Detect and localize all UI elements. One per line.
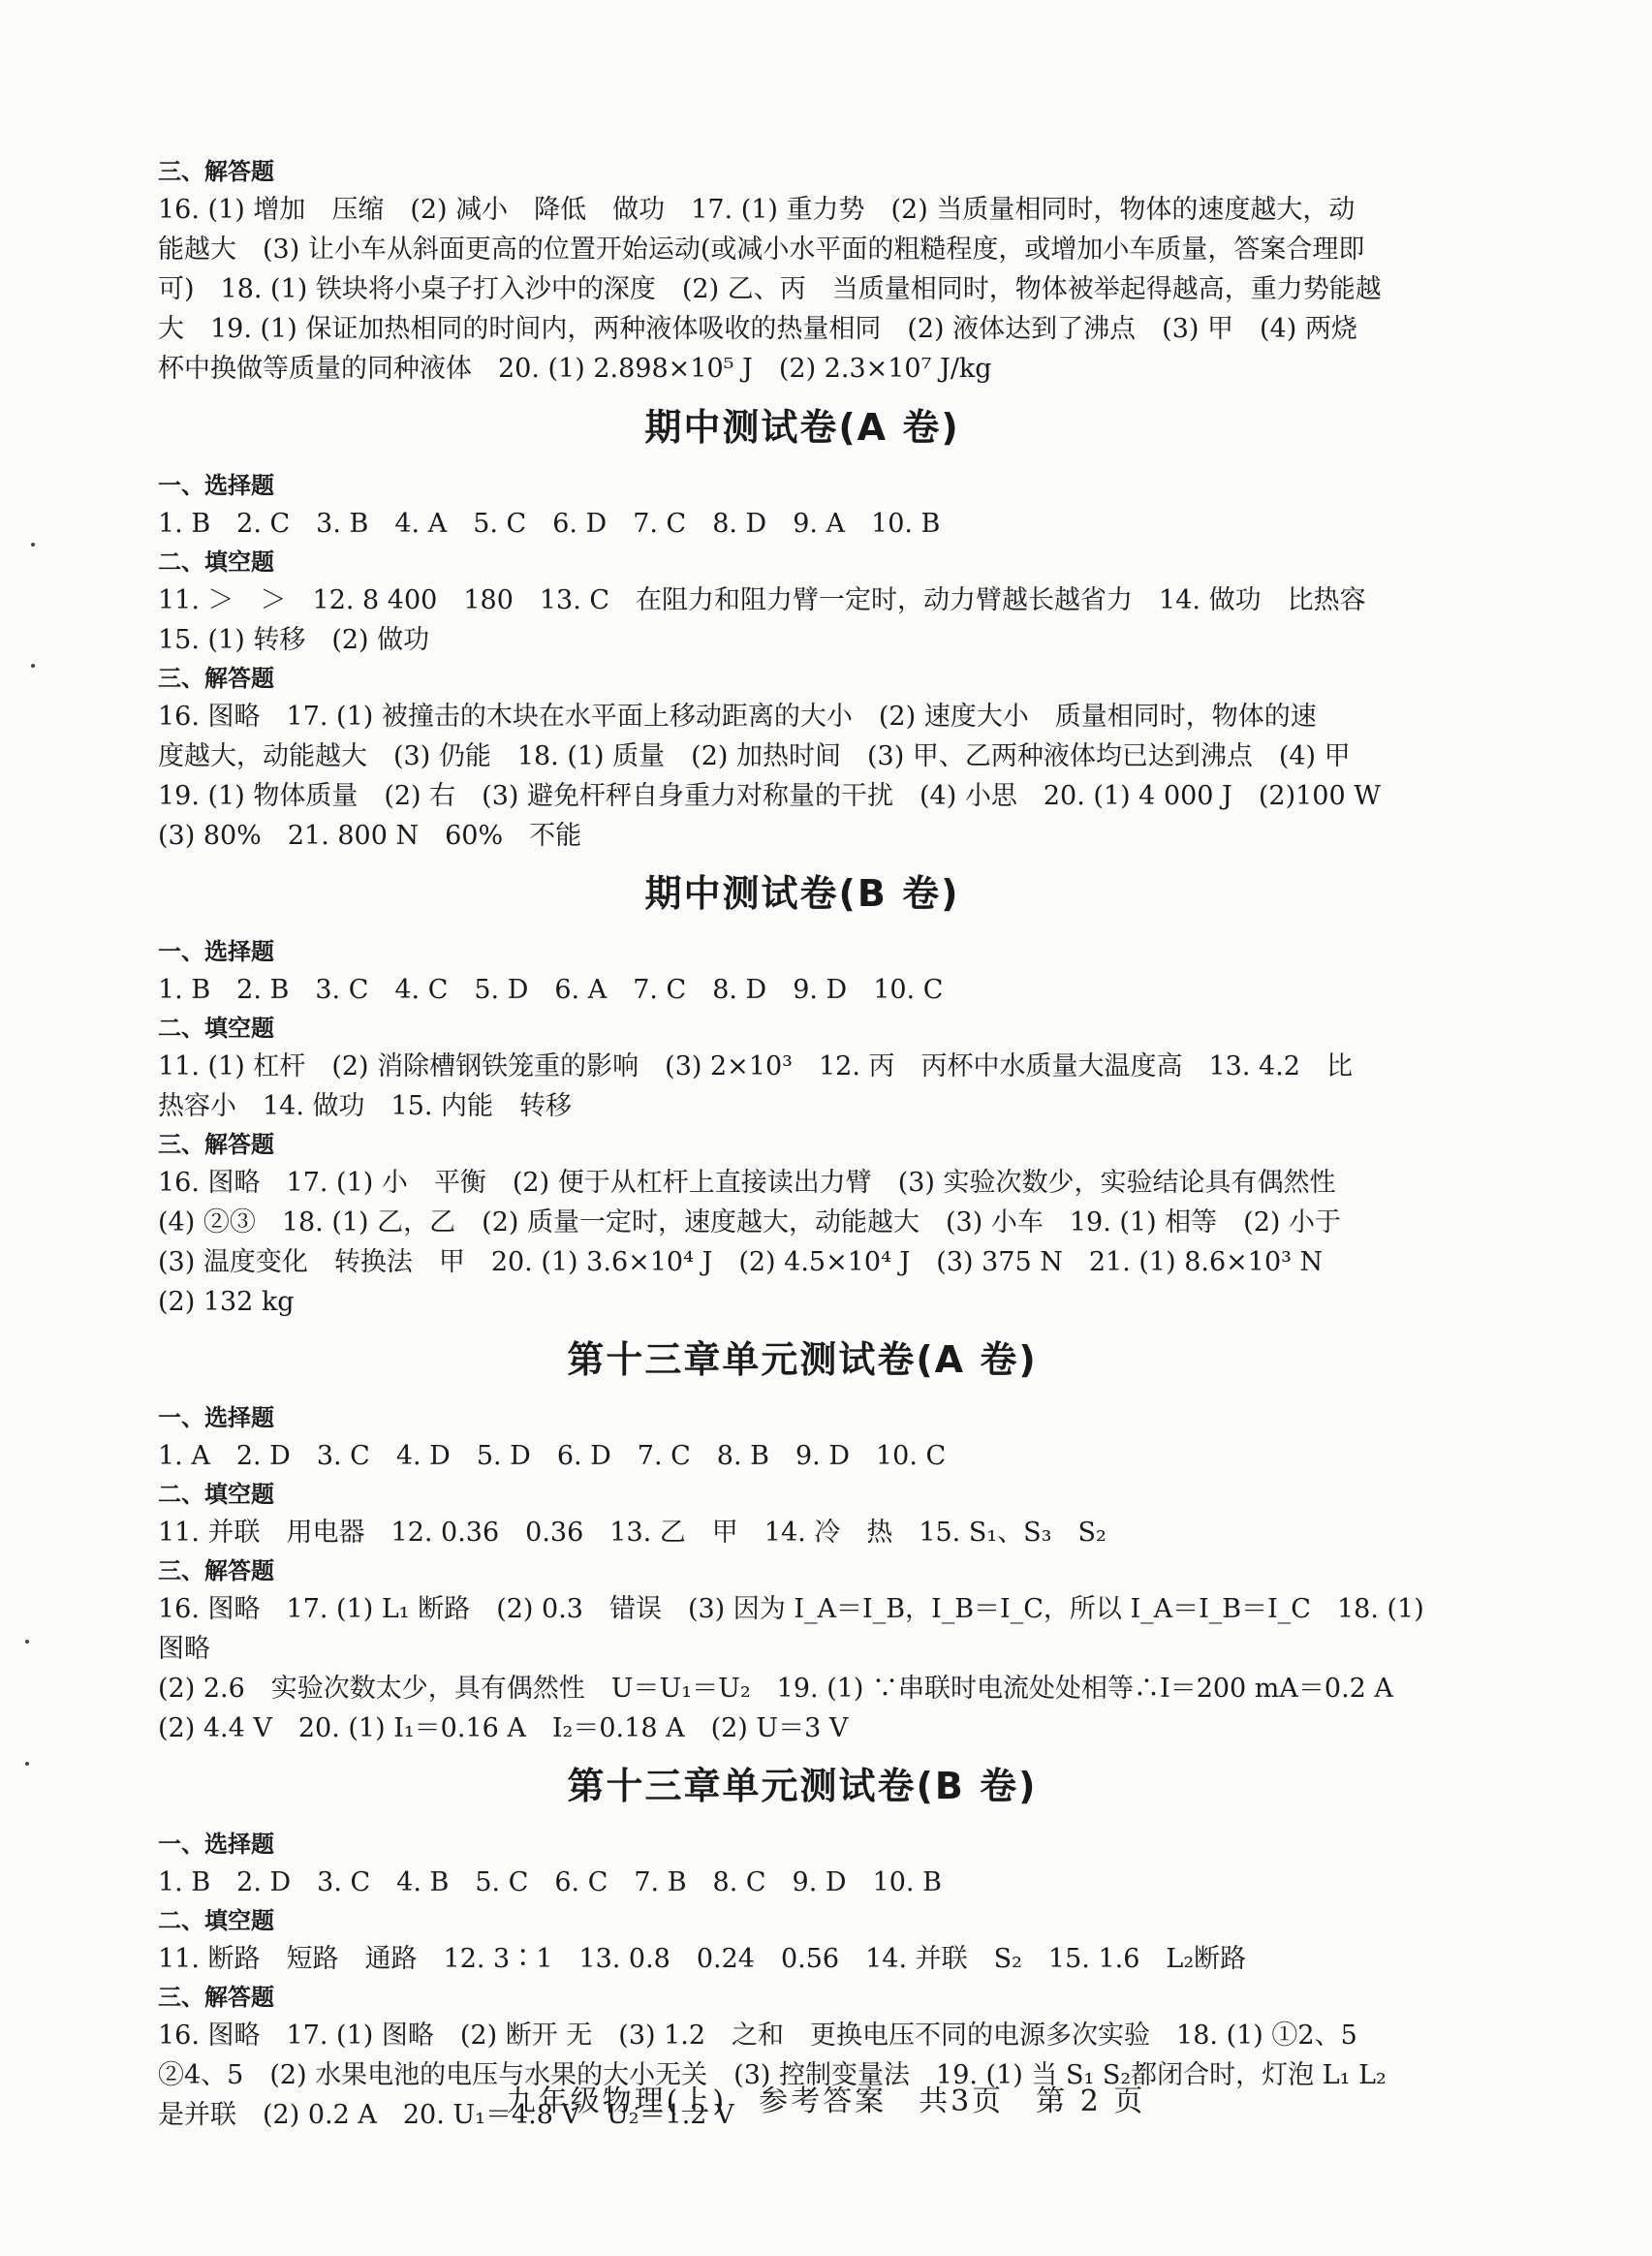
part-label: 三、解答题 [158, 665, 274, 692]
answer-line: (2) 4.4 V 20. (1) I₁＝0.16 A I₂＝0.18 A (2) U＝3 V [158, 1713, 849, 1743]
answer-line: ②4、5 (2) 水果电池的电压与水果的大小无关 (3) 控制变量法 19. (1) 当 S₁ S₂都闭合时，灯泡 L₁ L₂ [158, 2060, 1387, 2090]
answer-line: 能越大 (3) 让小车从斜面更高的位置开始运动(或减小水平面的粗糙程度，或增加小车质量，答案合理即 [158, 235, 1365, 265]
part-label: 一、选择题 [158, 938, 274, 965]
part-label: 三、解答题 [158, 1984, 274, 2011]
intro-section [158, 153, 1447, 389]
answer-line: (3) 温度变化 转换法 甲 20. (1) 3.6×10⁴ J (2) 4.5×10⁴ J (3) 375 N 21. (1) 8.6×10³ N [158, 1247, 1324, 1277]
part-label: 二、填空题 [158, 1481, 274, 1508]
section-title: 期中测试卷(A 卷) [644, 406, 960, 449]
answer-line: 11. 断路 短路 通路 12. 3∶1 13. 0.8 0.24 0.56 14. 并联 S₂ 15. 1.6 L₂断路 [158, 1944, 1247, 1974]
margin-dot [31, 543, 35, 547]
margin-dot [31, 664, 35, 668]
section-title: 第十三章单元测试卷(A 卷) [567, 1338, 1038, 1381]
margin-dot [25, 1762, 29, 1766]
answer-line: 19. (1) 物体质量 (2) 右 (3) 避免杆秤自身重力对称量的干扰 (4) 小思 20. (1) 4 000 J (2)100 W [158, 781, 1381, 811]
answer-line: 1. A 2. D 3. C 4. D 5. D 6. D 7. C 8. B 9. D 10. C [158, 1441, 947, 1471]
answer-line: 1. B 2. D 3. C 4. B 5. C 6. C 7. B 8. C 9. D 10. B [158, 1867, 942, 1897]
answer-line: 1. B 2. C 3. B 4. A 5. C 6. D 7. C 8. D 9. A 10. B [158, 509, 941, 539]
part-label: 三、解答题 [158, 1557, 274, 1584]
answer-line: 16. 图略 17. (1) 图略 (2) 断开 无 (3) 1.2 之和 更换电压不同的电源多次实验 18. (1) ①2、5 [158, 2021, 1357, 2051]
answer-line: 15. (1) 转移 (2) 做功 [158, 625, 430, 655]
answer-line: 16. 图略 17. (1) 小 平衡 (2) 便于从杠杆上直接读出力臂 (3) 实验次数少，实验结论具有偶然性 [158, 1168, 1336, 1198]
answer-line: 大 19. (1) 保证加热相同的时间内，两种液体吸收的热量相同 (2) 液体达到了沸点 (3) 甲 (4) 两烧 [158, 314, 1357, 344]
answer-line: 1. B 2. B 3. C 4. C 5. D 6. A 7. C 8. D 9. D 10. C [158, 975, 944, 1005]
answer-line: 热容小 14. 做功 15. 内能 转移 [158, 1091, 573, 1121]
answer-line: 16. 图略 17. (1) 被撞击的木块在水平面上移动距离的大小 (2) 速度大小 质量相同时，物体的速 [158, 702, 1317, 732]
answer-line: 16. (1) 增加 压缩 (2) 减小 降低 做功 17. (1) 重力势 (2) 当质量相同时，物体的速度越大，动 [158, 195, 1356, 225]
answer-line: (4) ②③ 18. (1) 乙，乙 (2) 质量一定时，速度越大，动能越大 (3) 小车 19. (1) 相等 (2) 小于 [158, 1207, 1342, 1238]
answer-line: 度越大，动能越大 (3) 仍能 18. (1) 质量 (2) 加热时间 (3) 甲、乙两种液体均已达到沸点 (4) 甲 [158, 741, 1351, 771]
section-title: 第十三章单元测试卷(B 卷) [567, 1765, 1038, 1807]
answer-line: 11. (1) 杠杆 (2) 消除槽钢铁笼重的影响 (3) 2×10³ 12. 丙 丙杯中水质量大温度高 13. 4.2 比 [158, 1051, 1353, 1081]
answer-line: 16. 图略 17. (1) L₁ 断路 (2) 0.3 错误 (3) 因为 I_A＝I_B，I_B＝I_C，所以 I_A＝I_B＝I_C 18. (1) 图略 [158, 1594, 1433, 1664]
part-label: 一、选择题 [158, 472, 274, 499]
answer-line: 杯中换做等质量的同种液体 20. (1) 2.898×10⁵ J (2) 2.3×10⁷ J/kg [158, 354, 992, 384]
answer-line: 11. ＞ ＞ 12. 8 400 180 13. C 在阻力和阻力臂一定时，动力臂越长越省力 14. 做功 比热容 [158, 585, 1366, 615]
margin-dot [25, 1640, 29, 1644]
answer-line: 11. 并联 用电器 12. 0.36 0.36 13. 乙 甲 14. 冷 热 15. S₁、S₃ S₂ [158, 1518, 1107, 1548]
part-label: 一、选择题 [158, 1404, 274, 1431]
part-label: 二、填空题 [158, 1907, 274, 1934]
answer-line: 是并联 (2) 0.2 A 20. U₁＝4.8 V U₂＝1.2 V [158, 2100, 734, 2130]
test-sections [158, 390, 1447, 2135]
answer-line: (2) 2.6 实验次数太少，具有偶然性 U＝U₁＝U₂ 19. (1) ∵串联时电流处处相等∴I＝200 mA＝0.2 A [158, 1674, 1393, 1704]
part-label: 二、填空题 [158, 548, 274, 576]
answer-line: 可) 18. (1) 铁块将小桌子打入沙中的深度 (2) 乙、丙 当质量相同时，物体被举起得越高，重力势能越 [158, 274, 1382, 304]
section-title: 期中测试卷(B 卷) [644, 872, 960, 915]
page-footer: 九年级物理(上) 参考答案 共3页 第 2 页 [506, 2084, 1146, 2118]
part-label: 二、填空题 [158, 1015, 274, 1042]
section-label: 三、解答题 [158, 158, 274, 185]
answer-line: (3) 80% 21. 800 N 60% 不能 [158, 821, 582, 851]
answer-line: (2) 132 kg [158, 1287, 295, 1317]
part-label: 三、解答题 [158, 1131, 274, 1158]
part-label: 一、选择题 [158, 1831, 274, 1858]
